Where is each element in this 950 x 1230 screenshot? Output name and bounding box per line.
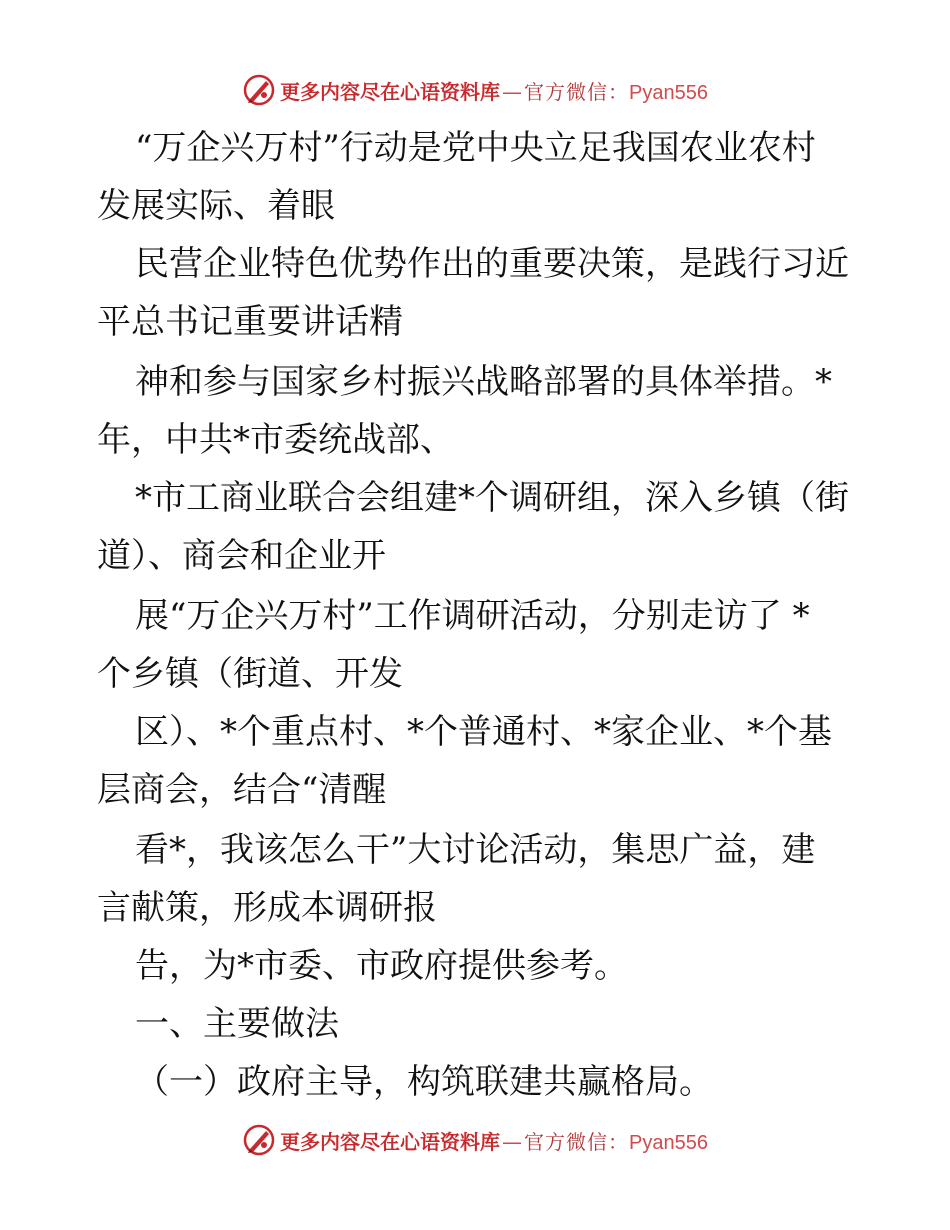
body-line: 道）、商会和企业开 [97,536,386,576]
banner-dash: — [502,79,523,104]
banner-main-text: 更多内容尽在心语资料库 [280,79,501,104]
subsection-heading: （一）政府主导，构筑联建共赢格局。 [135,1062,713,1102]
body-line: 言献策，形成本调研报 [97,888,437,928]
pen-logo-icon [242,73,276,107]
banner-wechat-id: Pyan556 [629,81,708,104]
banner-main-text: 更多内容尽在心语资料库 [280,1129,501,1154]
body-line: 年，中共*市委统战部、 [97,420,454,460]
body-line: 个乡镇（街道、开发 [97,654,403,694]
body-line: 层商会，结合“清醒 [97,770,387,810]
body-line: 神和参与国家乡村振兴战略部署的具体举措。* [135,362,832,402]
body-line: 发展实际、着眼 [97,186,335,226]
banner-text [280,76,708,105]
body-line: 民营企业特色优势作出的重要决策，是践行习近 [135,244,849,284]
header-banner [0,70,950,110]
pen-logo-icon [242,1123,276,1157]
body-line: 展“万企兴万村”工作调研活动，分别走访了 * [135,596,810,636]
body-line: 区）、*个重点村、*个普通村、*家企业、*个基 [135,712,832,752]
body-line: 告，为*市委、市政府提供参考。 [135,946,628,986]
banner-text [280,1126,708,1155]
section-heading: 一、主要做法 [135,1004,339,1044]
body-line: *市工商业联合会组建*个调研组，深入乡镇（街 [135,478,849,518]
banner-wechat-label: 官方微信： [524,1129,630,1154]
footer-banner [0,1120,950,1160]
body-line: “万企兴万村”行动是党中央立足我国农业农村 [135,128,816,168]
banner-dash: — [502,1129,523,1154]
banner-wechat-id: Pyan556 [629,1131,708,1154]
body-line: 看*，我该怎么干”大讨论活动，集思广益，建 [135,830,816,870]
body-line: 平总书记重要讲话精 [97,302,403,342]
banner-wechat-label: 官方微信： [524,79,630,104]
